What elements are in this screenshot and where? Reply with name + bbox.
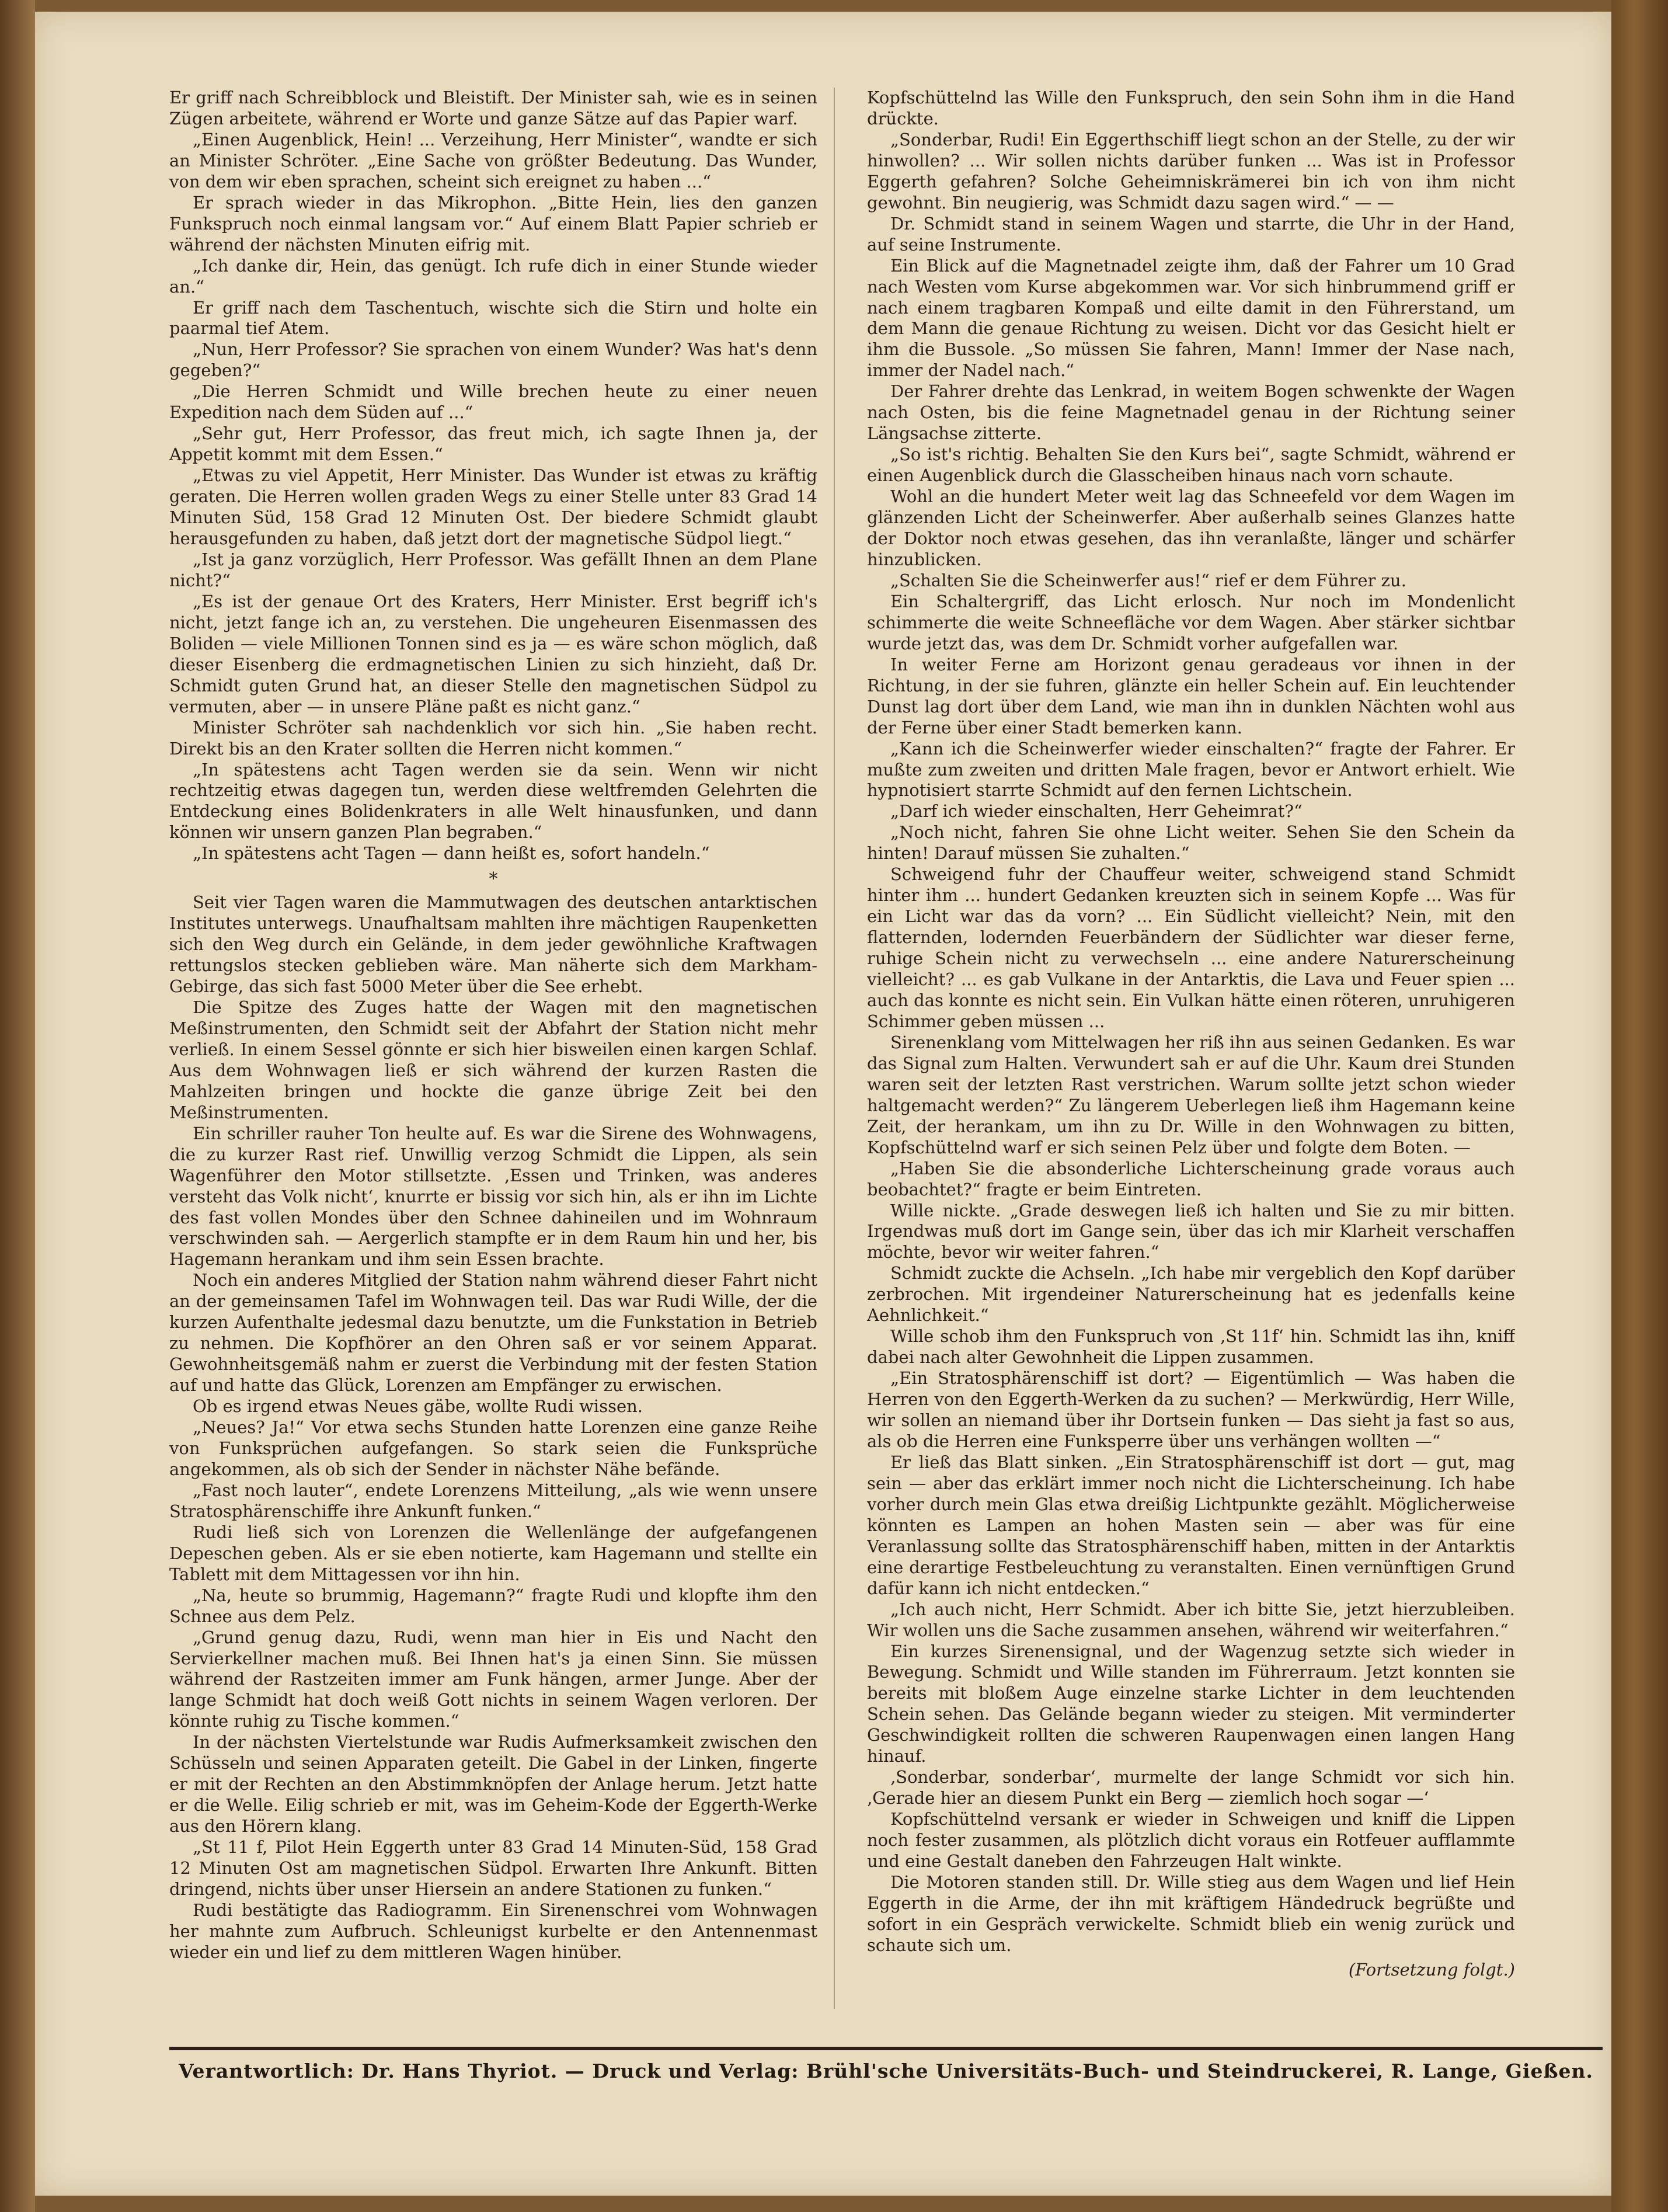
paragraph: „Neues? Ja!“ Vor etwa sechs Stunden hatte Lorenzen eine ganze Reihe von Funksprüchen aufgefangen. So stark seien die Funksprüche angekommen, als ob sich der Sender in nächster Nähe befände. — [169, 1417, 817, 1479]
paragraph: „Einen Augenblick, Hein! ... Verzeihung, Herr Minister“, wandte er sich an Minister Schröter. „Eine Sache von größter Bedeutung. Das Wunder, von dem wir eben sprachen, scheint sich ereignet zu haben ...“ — [169, 129, 817, 192]
paragraph: Noch ein anderes Mitglied der Station nahm während dieser Fahrt nicht an der gemeinsamen Tafel im Wohnwagen teil. Das war Rudi Wille, der die kurzen Aufenthalte jedesmal dazu benutzte, um die Funkstation in Betrieb zu nehmen. Die Kopfhörer an den Ohren saß er vor seinem Apparat. Gewohnheitsgemäß nahm er zuerst die Verbindung mit der festen Station auf und hatte das Glück, Lorenzen am Empfänger zu erwischen. — [169, 1270, 817, 1396]
footer-rule — [169, 2047, 1603, 2050]
paragraph: „Etwas zu viel Appetit, Herr Minister. Das Wunder ist etwas zu kräftig geraten. Die Herren wollen graden Wegs zu einer Stelle unter 83 Grad 14 Minuten Süd, 158 Grad 12 Minuten Ost. Der biedere Schmidt glaubt herausgefunden zu haben, daß jetzt dort der magnetische Südpol liegt.“ — [169, 465, 817, 549]
paragraph: „Die Herren Schmidt und Wille brechen heute zu einer neuen Expedition nach dem Süden auf ...“ — [169, 381, 817, 423]
paragraph: „Noch nicht, fahren Sie ohne Licht weiter. Sehen Sie den Schein da hinten! Darauf müssen Sie zuhalten.“ — [867, 822, 1515, 864]
paragraph: „Haben Sie die absonderliche Lichterscheinung grade voraus auch beobachtet?“ fragte er beim Eintreten. — [867, 1158, 1515, 1199]
paragraph: Minister Schröter sah nachdenklich vor sich hin. „Sie haben recht. Direkt bis an den Krater sollten die Herren nicht kommen.“ — [169, 717, 817, 759]
paragraph: „Na, heute so brummig, Hagemann?“ fragte Rudi und klopfte ihm den Schnee aus dem Pelz. — [169, 1585, 817, 1626]
paragraph: „St 11 f, Pilot Hein Eggerth unter 83 Grad 14 Minuten-Süd, 158 Grad 12 Minuten Ost am magnetischen Südpol. Erwarten Ihre Ankunft. Bitten dringend, nichts über unser Hiersein an andere Stationen zu funken.“ — [169, 1837, 817, 1900]
paragraph: „Ist ja ganz vorzüglich, Herr Professor. Was gefällt Ihnen an dem Plane nicht?“ — [169, 549, 817, 590]
right-column — [867, 88, 1515, 2032]
paragraph: Rudi bestätigte das Radiogramm. Ein Sirenenschrei vom Wohnwagen her mahnte zum Aufbruch. Schleunigst kurbelte er den Antennenmast wieder ein und lief zu dem mittleren Wagen hinüber. — [169, 1900, 817, 1962]
paragraph: „Sonderbar, Rudi! Ein Eggerthschiff liegt schon an der Stelle, zu der wir hinwollen? ... Wir sollen nichts darüber funken ... Was ist in Professor Eggerth gefahren? Solche Geheimniskrämerei bin ich von ihm nicht gewohnt. Bin neugierig, was Schmidt dazu sagen wird.“ — — — [867, 129, 1515, 213]
column-divider — [834, 88, 835, 2009]
paragraph: Ein schriller rauher Ton heulte auf. Es war die Sirene des Wohnwagens, die zu kurzer Rast rief. Unwillig verzog Schmidt die Lippen, als sein Wagenführer den Motor stillsetzte. ‚Essen und Trinken, was anderes versteht das Volk nicht‘, knurrte er bissig vor sich hin, als er ihn im Lichte des fast vollen Mondes über den Schnee dahineilen und im Wohnraum verschwinden sah. — Aergerlich stampfte er in dem Raum hin und her, bis Hagemann herankam und ihm sein Essen brachte. — [169, 1123, 817, 1270]
left-column — [169, 88, 817, 2032]
paragraph: In weiter Ferne am Horizont genau geradeaus vor ihnen in der Richtung, in der sie fuhren, glänzte ein heller Schein auf. Ein leuchtender Dunst lag dort über dem Land, wie man ihn in dunklen Nächten wohl aus der Ferne über einer Stadt bemerken kann. — [867, 654, 1515, 738]
paragraph: „Darf ich wieder einschalten, Herr Geheimrat?“ — [890, 801, 1303, 822]
paragraph: Er griff nach Schreibblock und Bleistift. Der Minister sah, wie es in seinen Zügen arbeitete, während er Worte und ganze Sätze auf das Papier warf. — [169, 88, 817, 128]
paragraph: „Fast noch lauter“, endete Lorenzens Mitteilung, „als wie wenn unsere Stratosphärenschiffe ihre Ankunft funken.“ — [169, 1480, 817, 1521]
paragraph: „Ich danke dir, Hein, das genügt. Ich rufe dich in einer Stunde wieder an.“ — [169, 255, 817, 297]
paragraph: „Es ist der genaue Ort des Kraters, Herr Minister. Erst begriff ich's nicht, jetzt fange ich an, zu verstehen. Die ungeheuren Eisenmassen des Boliden — viele Millionen Tonnen sind es ja — es wäre schon möglich, daß dieser Eisenberg die erdmagnetischen Linien zu sich hinzieht, daß Dr. Schmidt guten Grund hat, an dieser Stelle den magnetischen Südpol zu vermuten, aber — in unsere Pläne paßt es nicht ganz.“ — [169, 591, 817, 717]
paragraph: Ein kurzes Sirenensignal, und der Wagenzug setzte sich wieder in Bewegung. Schmidt und Wille standen im Führerraum. Jetzt konnten sie bereits mit bloßem Auge einzelne starke Lichter in dem leuchtenden Schein sehen. Das Gelände begann wieder zu steigen. Mit verminderter Geschwindigkeit rollten die schweren Raupenwagen einen langen Hang hinauf. — [867, 1641, 1515, 1766]
paragraph: „Sehr gut, Herr Professor, das freut mich, ich sagte Ihnen ja, der Appetit kommt mit dem Essen.“ — [169, 423, 817, 465]
paragraph: Dr. Schmidt stand in seinem Wagen und starrte, die Uhr in der Hand, auf seine Instrumente. — [867, 213, 1515, 255]
paragraph: Rudi ließ sich von Lorenzen die Wellenlänge der aufgefangenen Depeschen geben. Als er sie eben notierte, kam Hagemann und stellte ein Tablett mit dem Mittagessen vor ihn hin. — [169, 1522, 817, 1584]
paragraph: Er ließ das Blatt sinken. „Ein Stratosphärenschiff ist dort — gut, mag sein — aber das erklärt immer noch nicht die Lichterscheinung. Ich habe vorher durch mein Glas etwa dreißig Lichtpunkte gezählt. Möglicherweise könnten es Lampen an hohen Masten sein — aber was für eine Veranlassung sollte das Stratosphärenschiff haben, mitten in der Antarktis eine derartige Festbeleuchtung zu veranstalten. Einen vernünftigen Grund dafür kann ich nicht entdecken.“ — [867, 1452, 1515, 1598]
paragraph: Er griff nach dem Taschentuch, wischte sich die Stirn und holte ein paarmal tief Atem. — [169, 297, 817, 339]
paragraph: In der nächsten Viertelstunde war Rudis Aufmerksamkeit zwischen den Schüsseln und seinen Apparaten geteilt. Die Gabel in der Linken, fingerte er mit der Rechten an den Abstimmknöpfen der Anlage herum. Jetzt hatte er die Welle. Eilig schrieb er mit, was im Geheim-Kode der Eggerth-Werke aus den Hörern klang. — [169, 1732, 817, 1837]
paragraph: Wohl an die hundert Meter weit lag das Schneefeld vor dem Wagen im glänzenden Licht der Scheinwerfer. Aber außerhalb seines Glanzes hatte der Doktor noch etwas gesehen, das ihn veranlaßte, länger und schärfer hinzublicken. — [867, 486, 1515, 569]
paragraph: Ein Schaltergriff, das Licht erlosch. Nur noch im Mondenlicht schimmerte die weite Schneefläche vor dem Wagen. Aber stärker sichtbar wurde jetzt das, was dem Dr. Schmidt vorher aufgefallen war. — [867, 591, 1515, 653]
paragraph: Ein Blick auf die Magnetnadel zeigte ihm, daß der Fahrer um 10 Grad nach Westen vom Kurse abgekommen war. Vor sich hinbrummend griff er nach einem tragbaren Kompaß und eilte damit in den Führerstand, um dem Mann die genaue Richtung zu weisen. Dicht vor das Gesicht hielt er ihm die Bussole. „So müssen Sie fahren, Mann! Immer der Nase nach, immer der Nadel nach.“ — [867, 255, 1515, 381]
paragraph: „Grund genug dazu, Rudi, wenn man hier in Eis und Nacht den Servierkellner machen muß. Bei Ihnen hat's ja einen Sinn. Sie müssen während der Rastzeiten immer am Funk hängen, armer Junge. Aber der lange Schmidt hat doch weiß Gott nichts in seinem Wagen verloren. Der könnte ruhig zu Tische kommen.“ — [169, 1627, 817, 1731]
paragraph: Der Fahrer drehte das Lenkrad, in weitem Bogen schwenkte der Wagen nach Osten, bis die feine Magnetnadel genau in der Richtung seiner Längsachse zitterte. — [867, 381, 1515, 444]
paragraph: Ob es irgend etwas Neues gäbe, wollte Rudi wissen. — [193, 1396, 643, 1417]
paragraph: „Kann ich die Scheinwerfer wieder einschalten?“ fragte der Fahrer. Er mußte zum zweiten und dritten Male fragen, bevor er Antwort erhielt. Wie hypnotisiert starrte Schmidt auf den fernen Lichtschein. — [867, 738, 1515, 801]
paragraph: „Ich auch nicht, Herr Schmidt. Aber ich bitte Sie, jetzt hierzubleiben. Wir wollen uns die Sache zusammen ansehen, während wir weiterfahren.“ — [867, 1599, 1515, 1640]
paragraph: Er sprach wieder in das Mikrophon. „Bitte Hein, lies den ganzen Funkspruch noch einmal langsam vor.“ Auf einem Blatt Papier schrieb er während der nächsten Minuten eifrig mit. — [169, 192, 817, 255]
paragraph: Wille schob ihm den Funkspruch von ‚St 11f‘ hin. Schmidt las ihn, kniff dabei nach alter Gewohnheit die Lippen zusammen. — [867, 1326, 1515, 1368]
scene-break: * — [489, 869, 498, 890]
paragraph: Die Motoren standen still. Dr. Wille stieg aus dem Wagen und lief Hein Eggerth in die Arme, der ihn mit kräftigem Händedruck begrüßte und sofort in ein Gespräch verwickelte. Schmidt blieb ein wenig zurück und schaute sich um. — [867, 1872, 1515, 1955]
paragraph: Die Spitze des Zuges hatte der Wagen mit den magnetischen Meßinstrumenten, den Schmidt seit der Abfahrt der Station nicht mehr verließ. In einem Sessel gönnte er sich hier bisweilen einen kargen Schlaf. Aus dem Wohnwagen ließ er sich während der kurzen Rasten die Mahlzeiten bringen und hockte die ganze übrige Zeit bei den Meßinstrumenten. — [169, 997, 817, 1122]
continuation-note: (Fortsetzung folgt.) — [1348, 1959, 1515, 1980]
paragraph: Kopfschüttelnd versank er wieder in Schweigen und kniff die Lippen noch fester zusammen, als plötzlich dicht voraus ein Rotfeuer aufflammte und eine Gestalt daneben den Fahrzeugen Halt winkte. — [867, 1809, 1515, 1872]
paragraph: „Nun, Herr Professor? Sie sprachen von einem Wunder? Was hat's denn gegeben?“ — [169, 339, 817, 381]
paragraph: „Ein Stratosphärenschiff ist dort? — Eigentümlich — Was haben die Herren von den Eggerth-Werken da zu suchen? — Merkwürdig, Herr Wille, wir sollen an niemand über ihr Dortsein funken — Das sieht ja fast so aus, als ob die Herren eine Funksperre über uns verhängen wollten —“ — [867, 1368, 1515, 1451]
book-spine — [1611, 0, 1668, 2212]
page-fold-shadow — [0, 0, 35, 2212]
paragraph: Schmidt zuckte die Achseln. „Ich habe mir vergeblich den Kopf darüber zerbrochen. Mit irgendeiner Naturerscheinung hat es jedenfalls keine Aehnlichkeit.“ — [867, 1263, 1515, 1326]
paragraph: Kopfschüttelnd las Wille den Funkspruch, den sein Sohn ihm in die Hand drückte. — [867, 88, 1515, 128]
paragraph: „In spätestens acht Tagen werden sie da sein. Wenn wir nicht rechtzeitig etwas dagegen tun, werden diese weltfremden Gelehrten die Entdeckung eines Bolidenkraters in alle Welt hinausfunken, und dann können wir unsern ganzen Plan begraben.“ — [169, 759, 817, 843]
paragraph: Seit vier Tagen waren die Mammutwagen des deutschen antarktischen Institutes unterwegs. Unaufhaltsam mahlten ihre mächtigen Raupenketten sich den Weg durch ein Gelände, in dem jeder gewöhnliche Kraftwagen rettungslos stecken geblieben wäre. Man näherte sich dem Markham-Gebirge, das sich fast 5000 Meter über die See erhebt. — [169, 892, 817, 997]
paragraph: „In spätestens acht Tagen — dann heißt es, sofort handeln.“ — [193, 843, 710, 864]
paragraph: „So ist's richtig. Behalten Sie den Kurs bei“, sagte Schmidt, während er einen Augenblick durch die Glasscheiben hinaus nach vorn schaute. — [867, 444, 1515, 486]
imprint-line: Verantwortlich: Dr. Hans Thyriot. — Druck und Verlag: Brühl'sche Universitäts-Buch- und Steindruckerei, R. Lange, Gießen. — [178, 2060, 1594, 2082]
paragraph: ‚Sonderbar, sonderbar‘, murmelte der lange Schmidt vor sich hin. ‚Gerade hier an diesem Punkt ein Berg — ziemlich hoch sogar —‘ — [867, 1767, 1515, 1808]
paragraph: Schweigend fuhr der Chauffeur weiter, schweigend stand Schmidt hinter ihm ... hundert Gedanken kreuzten sich in seinem Kopfe ... Was für ein Licht war das da vorn? ... Ein Südlicht vielleicht? Nein, mit den flatternden, lodernden Feuerbändern der Südlichter war dieser ferne, ruhige Schein nicht zu verwechseln ... eine andere Naturerscheinung vielleicht? ... es gab Vulkane in der Antarktis, die Lava und Feuer spien ... auch das konnte es nicht sein. Ein Vulkan hätte einen röteren, unruhigeren Schimmer geben müssen ... — [867, 864, 1515, 1031]
paragraph: „Schalten Sie die Scheinwerfer aus!“ rief er dem Führer zu. — [890, 570, 1406, 590]
paragraph: Wille nickte. „Grade deswegen ließ ich halten und Sie zu mir bitten. Irgendwas muß dort im Gange sein, über das ich mir Klarheit verschaffen möchte, bevor wir weiter fahren.“ — [867, 1200, 1515, 1262]
paragraph: Sirenenklang vom Mittelwagen her riß ihn aus seinen Gedanken. Es war das Signal zum Halten. Verwundert sah er auf die Uhr. Kaum drei Stunden waren seit der letzten Rast verstrichen. Warum sollte jetzt schon wieder haltgemacht werden?“ Zu längerem Ueberlegen ließ ihm Hagemann keine Zeit, der herankam, um ihn zu Dr. Wille in den Wohnwagen zu bitten, Kopfschüttelnd warf er sich seinen Pelz über und folgte dem Boten. — — [867, 1032, 1515, 1157]
